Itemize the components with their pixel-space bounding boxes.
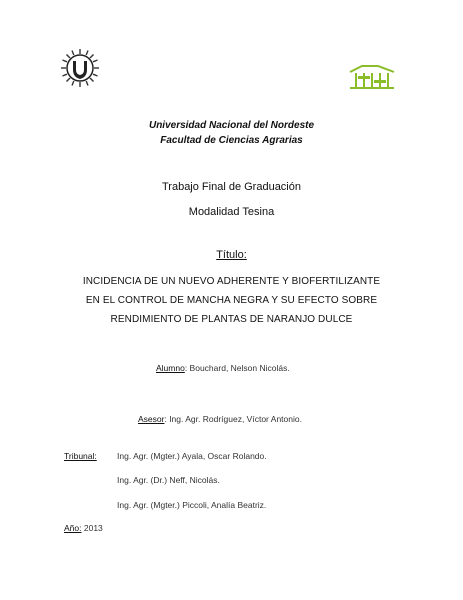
- unne-sun-shield-icon: [60, 48, 100, 88]
- tribunal-member: Ing. Agr. (Dr.) Neff, Nicolás.: [117, 475, 220, 485]
- advisor-row: [138, 413, 302, 425]
- tribunal-label-text: Tribunal:: [64, 451, 97, 461]
- fca-building-icon: [348, 64, 396, 90]
- year-label: Año:: [64, 523, 82, 533]
- title-label: [0, 248, 463, 262]
- title-line: RENDIMIENTO DE PLANTAS DE NARANJO DULCE: [110, 314, 353, 325]
- student-name: : Bouchard, Nelson Nicolás.: [184, 363, 290, 373]
- title-line: EN EL CONTROL DE MANCHA NEGRA Y SU EFECTO SOBRE: [85, 295, 378, 306]
- title-label-text: Título:: [216, 249, 247, 261]
- advisor-label: Asesor: [138, 414, 165, 424]
- tribunal-member: Ing. Agr. (Mgter.) Piccoli, Analía Beatriz.: [117, 500, 267, 510]
- year-value: 2013: [81, 523, 103, 533]
- tribunal-label: [64, 450, 97, 462]
- document-modality: Modalidad Tesina: [188, 206, 275, 218]
- university-name: Universidad Nacional del Nordeste: [148, 120, 315, 131]
- document-type: Trabajo Final de Graduación: [161, 181, 301, 193]
- institution-header: [0, 118, 463, 148]
- student-row: [156, 362, 290, 374]
- faculty-name: Facultad de Ciencias Agrarias: [160, 135, 303, 146]
- year-row: [64, 522, 103, 534]
- advisor-name: : Ing. Agr. Rodríguez, Víctor Antonio.: [164, 414, 302, 424]
- title-line: INCIDENCIA DE UN NUEVO ADHERENTE Y BIOFERTILIZANTE: [82, 276, 381, 287]
- student-label: Alumno: [156, 363, 185, 373]
- thesis-title: [0, 272, 463, 329]
- tribunal-member: Ing. Agr. (Mgter.) Ayala, Oscar Rolando.: [117, 451, 267, 461]
